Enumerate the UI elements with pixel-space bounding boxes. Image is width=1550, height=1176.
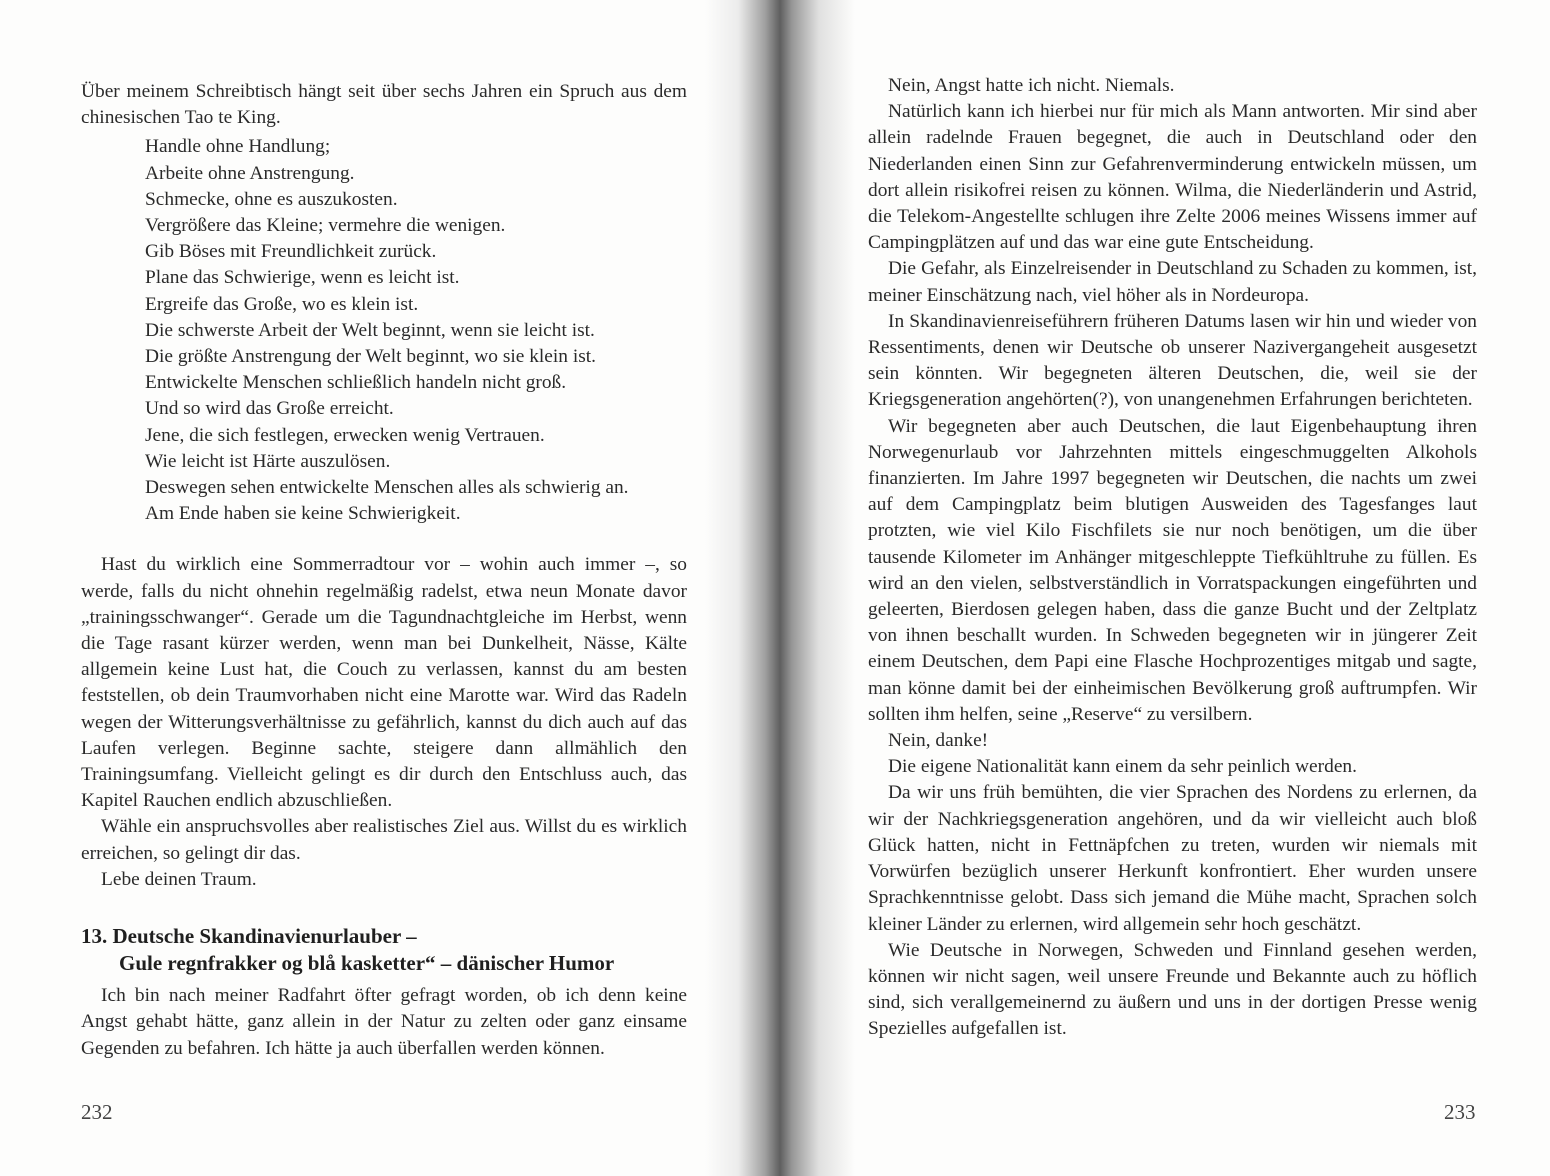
verse-line: Schmecke, ohne es auszukosten. bbox=[145, 188, 398, 210]
verse-line: Wie leicht ist Härte auszulösen. bbox=[145, 450, 391, 472]
tao-te-king-verse bbox=[145, 134, 687, 527]
verse-line: Jene, die sich festlegen, erwecken wenig Vertrauen. bbox=[145, 424, 545, 446]
body-paragraph: In Skandinavienreiseführern früheren Datums lasen wir hin und wieder von Ressentiments, denen wir Deutsche ob unserer Nazivergangeheit ausgesetzt sein könnten. Wir begegneten älteren Deutschen, die, weil sie der Kriegsgeneration angehörten(?), von unangenehmen Erfahrungen berichteten. bbox=[868, 310, 1477, 411]
body-paragraph: Die Gefahr, als Einzelreisender in Deutschland zu Schaden zu kommen, ist, meiner Einschätzung nach, viel höher als in Nordeuropa. bbox=[868, 258, 1477, 306]
verse-line: Und so wird das Große erreicht. bbox=[145, 398, 394, 420]
body-paragraph: Natürlich kann ich hierbei nur für mich als Mann antworten. Mir sind aber allein radelnde Frauen begegnet, die auch in Deutschland oder den Niederlanden einen Sinn zur Gefahrenverminderung entwickeln müssen, um dort allein risikofrei reisen zu können. Wilma, die Niederländerin und Astrid, die Telekom-Angestellte schlugen ihre Zelte 2006 meines Wissens immer auf Campingplätzen auf und das war eine gute Entscheidung. bbox=[868, 101, 1477, 254]
right-page-content bbox=[868, 73, 1477, 1043]
left-page-content bbox=[81, 79, 687, 1062]
verse-line: Deswegen sehen entwickelte Menschen alles als schwierig an. bbox=[145, 477, 629, 499]
verse-line: Ergreife das Große, wo es klein ist. bbox=[145, 293, 419, 315]
chapter-heading bbox=[81, 923, 687, 977]
intro-paragraph: Über meinem Schreibtisch hängt seit über sechs Jahren ein Spruch aus dem chinesischen Tao te King. bbox=[81, 81, 687, 129]
verse-line: Arbeite ohne Anstrengung. bbox=[145, 162, 355, 184]
chapter-paragraph: Ich bin nach meiner Radfahrt öfter gefragt worden, ob ich denn keine Angst gehabt hätte, ganz allein in der Natur zu zelten oder ganz einsame Gegenden zu befahren. Ich hätte ja auch überfallen werden können. bbox=[81, 985, 687, 1059]
verse-line: Am Ende haben sie keine Schwierigkeit. bbox=[145, 503, 461, 525]
verse-line: Plane das Schwierige, wenn es leicht ist. bbox=[145, 267, 460, 289]
verse-line: Vergrößere das Kleine; vermehre die wenigen. bbox=[145, 215, 506, 237]
body-paragraph: Nein, danke! bbox=[888, 730, 989, 752]
body-paragraph: Hast du wirklich eine Sommerradtour vor – wohin auch immer –, so werde, falls du nicht ohnehin regelmäßig radelst, etwa neun Monate davor „trainingsschwanger“. Gerade um die Tagundnachtgleiche im Herbst, wenn die Tage rasant kürzer werden, wenn man bei Dunkelheit, Nässe, Kälte allgemein keine Lust hat, die Couch zu verlassen, kannst du am besten feststellen, ob dein Traumvorhaben nicht eine Marotte war. Wird das Radeln wegen der Witterungsverhältnisse zu gefährlich, kannst du dich auch auf das Laufen verlegen. Beginne sachte, steigere dann allmählich den Trainingsumfang. Vielleicht gelingt es dir durch den Entschluss auch, das Kapitel Rauchen endlich abzuschließen. bbox=[81, 554, 687, 812]
body-paragraph: Wie Deutsche in Norwegen, Schweden und Finnland gesehen werden, können wir nicht sagen, weil unsere Freunde und Bekannte auch zu höflich sind, sich verallgemeinernd zu äußern und uns in der dortigen Presse wenig Spezielles aufgefallen ist. bbox=[868, 939, 1477, 1040]
verse-line: Handle ohne Handlung; bbox=[145, 136, 331, 158]
chapter-heading-line: Gule regnfrakker og blå kasketter“ – dänischer Humor bbox=[119, 951, 615, 976]
body-paragraph: Lebe deinen Traum. bbox=[101, 868, 257, 890]
body-paragraph: Nein, Angst hatte ich nicht. Niemals. bbox=[888, 75, 1175, 96]
verse-line: Die schwerste Arbeit der Welt beginnt, wenn sie leicht ist. bbox=[145, 319, 595, 341]
verse-line: Entwickelte Menschen schließlich handeln nicht groß. bbox=[145, 372, 567, 394]
body-paragraph: Wir begegneten aber auch Deutschen, die laut Eigenbehauptung ihren Norwegenurlaub vor Jahrzehnten mittels eingeschmuggelten Alkohols finanzierten. Im Jahre 1997 begegneten wir Deutschen, die nachts um zwei auf dem Campingplatz beim blutigen Ausweiden des Tagesfanges laut protzten, wie viel Kilo Fischfilets sie nur noch benötigen, um die über tausende Kilometer im Anhänger mitgeschleppte Tiefkühltruhe zu füllen. Es wird an den vielen, selbstverständlich in Vorratspackungen eingeführten und geleerten, Bierdosen gelegen haben, dass die ganze Bucht und der Zeltplatz von ihnen beschallt wurden. In Schweden begegneten wir in jüngerer Zeit einem Deutschen, dem Papi eine Flasche Hochprozentiges mitgab und sagte, man könne damit bei der einheimischen Bevölkerung groß auftrumpfen. Wir sollten ihm helfen, seine „Reserve“ zu versilbern. bbox=[868, 415, 1477, 725]
left-page bbox=[81, 0, 687, 1176]
chapter-heading-line: 13. Deutsche Skandinavienurlauber – bbox=[81, 924, 417, 949]
body-paragraph: Die eigene Nationalität kann einem da sehr peinlich werden. bbox=[888, 756, 1357, 778]
page-number-right: 233 bbox=[1444, 1100, 1476, 1124]
verse-line: Die größte Anstrengung der Welt beginnt, wo sie klein ist. bbox=[145, 346, 596, 368]
body-paragraph: Da wir uns früh bemühten, die vier Sprachen des Nordens zu erlernen, da wir der Nachkriegsgeneration angehören, und da wir vielleicht auch bloß Glück hatten, nicht in Fettnäpfchen zu treten, wurden wir niemals mit Vorwürfen bezüglich unserer Herkunft konfrontiert. Eher wurden unsere Sprachkenntnisse gelobt. Dass sich jemand die Mühe macht, Sprachen solch kleiner Länder zu erlernen, wird allgemein sehr hoch geschätzt. bbox=[868, 782, 1477, 935]
right-page bbox=[868, 0, 1477, 1176]
verse-line: Gib Böses mit Freundlichkeit zurück. bbox=[145, 241, 437, 263]
book-gutter-shadow bbox=[705, 0, 855, 1176]
body-paragraph: Wähle ein anspruchsvolles aber realistisches Ziel aus. Willst du es wirklich erreichen, so gelingt dir das. bbox=[81, 816, 687, 864]
page-number-left: 232 bbox=[81, 1100, 113, 1124]
